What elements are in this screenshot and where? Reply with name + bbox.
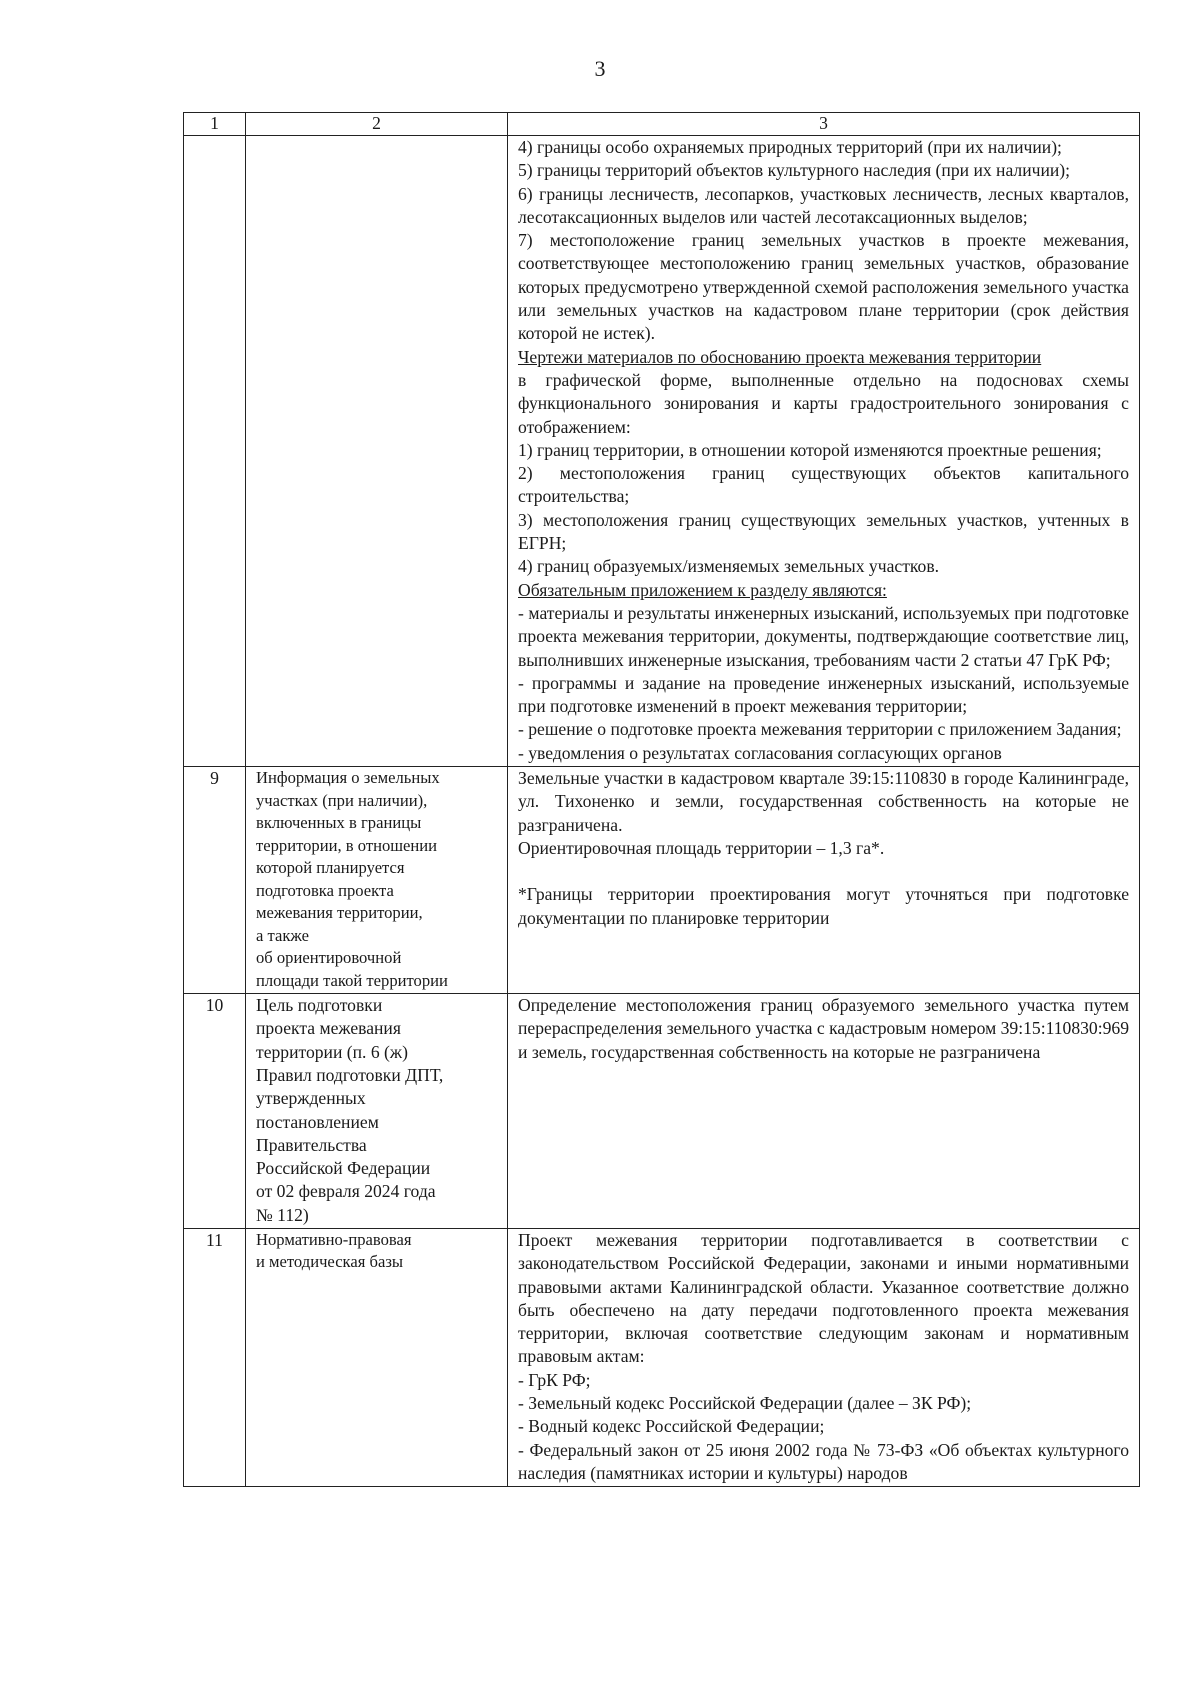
item-text: 2) местоположения границ существующих объектов капитального строительства; [518,463,1129,507]
list-item: - Земельный кодекс Российской Федерации (далее – ЗК РФ); [518,1393,972,1414]
subject-line: проекта межевания [256,1018,401,1039]
item-text: 3) местоположения границ существующих земельных участков, учтенных в ЕГРН; [518,509,1129,554]
item-text: в графической форме, выполненные отдельно на подосновах схемы функционального зонирования и карты градостроительного зонирования с отображением: [518,369,1129,437]
subject-line: и методическая базы [256,1252,404,1272]
subject-line: об ориентировочной [256,948,402,968]
row-number: 9 [184,767,246,994]
row-description [508,1228,1140,1486]
table-row-10 [184,994,1140,1229]
subject-line: постановлением [256,1111,379,1132]
subject-line: Нормативно-правовая [256,1229,412,1249]
subject-line: территории (п. 6 (ж) [256,1041,408,1062]
column-header-3: 3 [508,113,1140,136]
column-header-1: 1 [184,113,246,136]
section-heading-underlined: Обязательным приложением к разделу являются: [518,579,887,600]
row-description-continued [508,136,1140,767]
subject-line: Информация о земельных [256,768,440,788]
item-text: 5) границы территорий объектов культурного наследия (при их наличии); [518,160,1071,181]
table-row-11 [184,1228,1140,1486]
description-text: Проект межевания территории подготавливается в соответствии с законодательством Российской Федерации, законами и иными нормативными правовыми актами Калининградской области. Указанное соответствие должно быть обеспечено на дату передачи подготовленного проекта межевания территории, включая соответствие следующим законам и нормативным правовым актам: [518,1229,1129,1367]
item-text: 4) границы особо охраняемых природных территорий (при их наличии); [518,137,1062,157]
item-text: - программы и задание на проведение инженерных изысканий, используемые при подготовке изменений в проект межевания территории; [518,672,1129,717]
list-item: - Водный кодекс Российской Федерации; [518,1416,825,1437]
table-row-9 [184,767,1140,994]
list-item: - Федеральный закон от 25 июня 2002 года № 73-ФЗ «Об объектах культурного наследия (памятниках истории и культуры) народов [518,1439,1129,1483]
area-text: Ориентировочная площадь территории – 1,3 га*. [518,837,885,858]
row-description [508,767,1140,994]
item-text: 6) границы лесничеств, лесопарков, участковых лесничеств, лесных кварталов, лесотаксационных выделов или частей лесотаксационных выделов; [518,183,1129,227]
item-text: - уведомления о результатах согласования согласующих органов [518,742,1002,763]
subject-line: от 02 февраля 2024 года [256,1181,436,1202]
subject-line: территории, в отношении [256,835,438,855]
row-number-cell-empty [184,136,246,767]
page-number: 3 [594,56,606,81]
footnote-text: *Границы территории проектирования могут уточняться при подготовке документации по планировке территории [518,884,1129,928]
row-subject-cell-empty [246,136,508,767]
item-text: - решение о подготовке проекта межевания территории с приложением Задания; [518,719,1122,740]
row-description [508,994,1140,1229]
column-header-2: 2 [246,113,508,136]
item-text: - материалы и результаты инженерных изысканий, используемых при подготовке проекта межевания территории, документы, подтверждающие соответствие лиц, выполнивших инженерные изыскания, требованиям части 2 статьи 47 ГрК РФ; [518,602,1129,670]
description-text: Определение местоположения границ образуемого земельного участка путем перераспределения земельного участка с кадастровым номером 39:15:110830:969 и земель, государственная собственность на которые не разграничена [518,995,1129,1062]
item-text: 1) границ территории, в отношении которой изменяются проектные решения; [518,439,1102,460]
row-number: 10 [184,994,246,1229]
subject-line: подготовка проекта [256,880,394,900]
subject-line: Правил подготовки ДПТ, [256,1064,444,1085]
subject-line: а также [256,925,310,945]
description-text: Земельные участки в кадастровом квартале 39:15:110830 в городе Калининграде, ул. Тихоненко и земли, государственная собственность на которые не разграничена. [518,768,1129,835]
table-header-row [184,113,1140,136]
subject-line: утвержденных [256,1088,366,1109]
row-number: 11 [184,1228,246,1486]
subject-line: межевания территории, [256,903,423,923]
requirements-table [183,112,1140,1487]
row-subject [246,994,508,1229]
subject-line: включенных в границы [256,813,422,833]
section-heading-underlined: Чертежи материалов по обоснованию проекта межевания территории [518,346,1042,367]
list-item: - ГрК РФ; [518,1369,591,1390]
row-subject [246,767,508,994]
subject-line: которой планируется [256,858,405,878]
subject-line: № 112) [256,1204,309,1225]
subject-line: Правительства [256,1134,367,1155]
row-subject [246,1228,508,1486]
subject-line: площади такой территории [256,970,448,990]
subject-line: участках (при наличии), [256,790,428,810]
table-row-continued [184,136,1140,767]
subject-line: Цель подготовки [256,995,383,1016]
item-text: 4) границ образуемых/изменяемых земельных участков. [518,556,940,577]
subject-line: Российской Федерации [256,1158,431,1179]
item-text: 7) местоположение границ земельных участков в проекте межевания, соответствующее местоположению границ земельных участков, образование которых предусмотрено утвержденной схемой расположения земельного участка или земельных участков на кадастровом плане территории (срок действия которой не истек). [518,230,1129,344]
